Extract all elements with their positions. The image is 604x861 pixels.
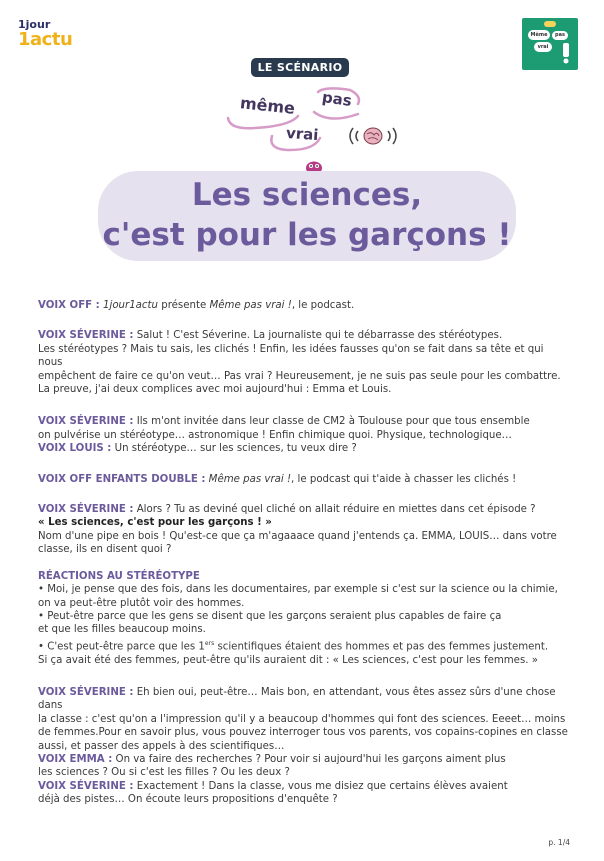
text-line: classe, ils en disent quoi ? [38, 544, 172, 556]
brain-icon [343, 122, 403, 150]
title-line2: c'est pour les garçons ! [102, 217, 512, 253]
text-line: empêchent de faire ce qu'on veut… Pas vrai ? Heureusement, je ne suis pas seule pour les combattre. [38, 370, 561, 382]
exclamation-icon [560, 42, 572, 64]
text: scientifiques étaient des hommes et pas des femmes justement. [214, 641, 549, 653]
reaction-line: • Moi, je pense que des fois, dans les documentaires, par exemple si c'est sur la science ou la chimie, [38, 584, 558, 596]
speaker-label: VOIX OFF ENFANTS DOUBLE : [38, 473, 206, 485]
italic-text: Même pas vrai ! [209, 300, 292, 311]
cover-word-3: vrai [534, 42, 552, 52]
page-number: p. 1/4 [548, 838, 570, 847]
text: , le podcast qui t'aide à chasser les clichés ! [291, 473, 517, 485]
script-body [38, 299, 568, 807]
cover-word-2: pas [552, 31, 568, 40]
text: Alors ? Tu as deviné quel cliché on allait réduire en miettes dans cet épisode ? [133, 504, 536, 516]
text: Salut ! C'est Séverine. La journaliste qui te débarrasse des stéréotypes. [133, 330, 503, 342]
dialogue-block [38, 415, 568, 428]
superscript: ers [204, 639, 215, 647]
text-line: déjà des pistes… On écoute leurs propositions d'enquête ? [38, 794, 338, 806]
text-line: de femmes.Pour en savoir plus, vous pouvez interroger tous vos parents, vos copains-copines en classe [38, 727, 568, 739]
reactions-heading: RÉACTIONS AU STÉRÉOTYPE [38, 570, 200, 582]
reaction-line: • Peut-être parce que les gens se disent que les garçons seraient plus capables de faire ça [38, 610, 502, 622]
page-title [98, 175, 516, 255]
dialogue-block [38, 686, 568, 713]
reaction-line: et que les filles beaucoup moins. [38, 624, 206, 636]
cover-badge [544, 21, 556, 27]
italic-text: Même pas vrai ! [205, 473, 292, 485]
podcast-word-3: vrai [285, 123, 320, 145]
reaction-line [38, 637, 568, 654]
text: Eh bien oui, peut-être… Mais bon, en attendant, vous êtes assez sûrs d'une chose dans [38, 686, 556, 712]
logo-line1: 1jour [18, 18, 51, 31]
logo-line2: 1actu [18, 29, 73, 50]
dialogue-block [38, 473, 568, 486]
text-line: Les stéréotypes ? Mais tu sais, les clichés ! Enfin, les idées fausses qu'on se fait dans sa tête et qui nous [38, 343, 544, 369]
speaker-label: VOIX SÉVERINE : [38, 416, 134, 428]
text-line: les sciences ? Ou si c'est les filles ? Ou les deux ? [38, 767, 290, 779]
text-line: aussi, et passer des appels à des scientifiques… [38, 740, 285, 752]
text: On va faire des recherches ? Pour voir si aujourd'hui les garçons aiment plus [112, 753, 506, 765]
dialogue-block [38, 329, 568, 342]
dialogue-block [38, 442, 568, 455]
speaker-label: VOIX SÉVERINE : [38, 686, 134, 698]
speaker-label: VOIX EMMA : [38, 753, 113, 765]
text: • C'est peut-être parce que les 1 [38, 641, 205, 653]
podcast-cover [522, 18, 578, 70]
cover-word-1: Même [528, 30, 550, 40]
italic-text: 1jour1actu [99, 300, 158, 311]
title-line1: Les sciences, [191, 177, 423, 213]
speaker-label: VOIX LOUIS : [38, 443, 112, 455]
dialogue-block [38, 780, 568, 793]
text-line: on pulvérise un stéréotype… astronomique ! Enfin chimique quoi. Physique, technologique… [38, 429, 512, 441]
text: présente [157, 300, 210, 311]
text-line: Nom d'une pipe en bois ! Qu'est-ce que ça m'agaaace quand j'entends ça. EMMA, LOUIS… dans votre [38, 530, 557, 542]
dialogue-block [38, 503, 568, 516]
dialogue-block [38, 299, 568, 312]
text: Un stéréotype… sur les sciences, tu veux dire ? [111, 443, 357, 455]
speaker-label: VOIX SÉVERINE : [38, 780, 134, 792]
text-line: La preuve, j'ai deux complices avec moi aujourd'hui : Emma et Louis. [38, 384, 392, 396]
dialogue-block [38, 753, 568, 766]
podcast-logo [210, 80, 410, 175]
reaction-line: on va peut-être plutôt voir des hommes. [38, 597, 245, 609]
podcast-word-1: même [239, 93, 296, 118]
speaker-label: VOIX OFF : [38, 300, 100, 311]
speaker-label: VOIX SÉVERINE : [38, 504, 134, 516]
speaker-label: VOIX SÉVERINE : [38, 330, 134, 342]
stereotype-quote: « Les sciences, c'est pour les garçons ! » [38, 517, 272, 529]
podcast-word-2: pas [320, 88, 353, 110]
text: Ils m'ont invitée dans leur classe de CM2 à Toulouse pour que tous ensemble [133, 416, 530, 428]
section-badge: LE SCÉNARIO [251, 58, 349, 77]
text: , le podcast. [291, 300, 355, 311]
text-line: la classe : c'est qu'on a l'impression qu'il y a beaucoup d'hommes qui font des sciences. Eeeet… moins [38, 713, 566, 725]
text: Exactement ! Dans la classe, vous me disiez que certains élèves avaient [133, 780, 508, 792]
reaction-line: Si ça avait été des femmes, peut-être qu'ils auraient dit : « Les sciences, c'est pour les femmes. » [38, 654, 538, 666]
